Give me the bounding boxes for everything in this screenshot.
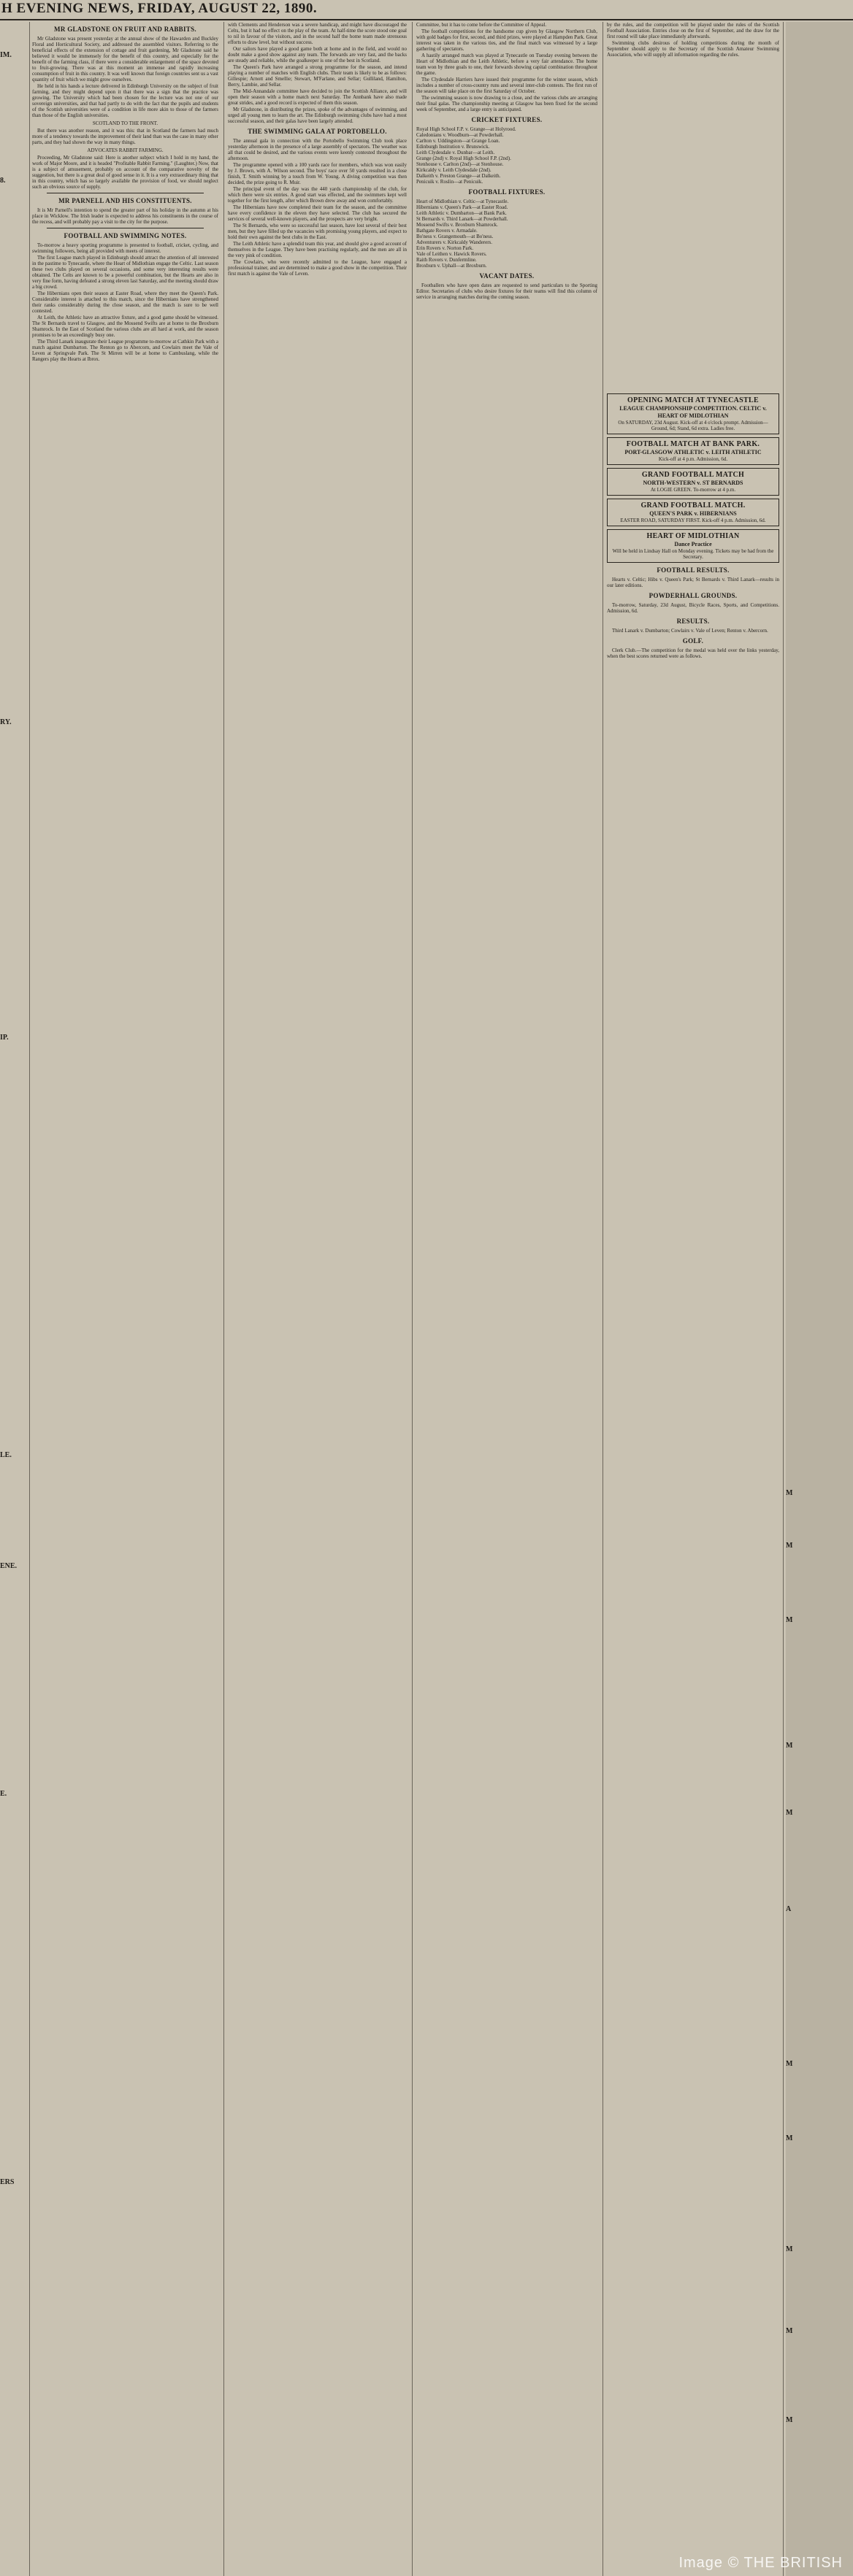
advertisement-easter-road <box>607 499 779 526</box>
ad-subline: Dance Practice <box>674 541 712 547</box>
fragment: M <box>786 1542 793 1550</box>
ad-headline: OPENING MATCH AT TYNECASTLE <box>627 396 759 404</box>
fragment: A <box>786 1905 792 1913</box>
paragraph: Clerk Club.—The competition for the medal was held over the links yesterday, when the best scores returned were as follows. <box>607 647 779 659</box>
fragment: M <box>786 2327 793 2335</box>
advertisement-logie-green <box>607 468 779 496</box>
paragraph: The Leith Athletic have a splendid team this year, and should give a good account of themselves in the League. They have been practising regularly, and the men are all in the very pink of condition. <box>228 241 407 258</box>
paragraph: To-morrow a heavy sporting programme is presented to football, cricket, cycling, and swimming followers, being all provided with meets of interest. <box>32 242 218 254</box>
fragment: ENE. <box>0 1562 18 1570</box>
subheading: SCOTLAND TO THE FRONT. <box>92 120 158 126</box>
section-heading: RESULTS. <box>676 618 710 625</box>
paragraph: A hastily arranged match was played at Tynecastle on Tuesday evening between the Heart of Midlothian and the Leith Athletic, before a very fair attendance. The home team won by three goals to one, their forwards showing capital combination throughout the game. <box>416 53 597 76</box>
paragraph: The Cowlairs, who were recently admitted to the League, have engaged a professional trainer, and are determined to make a good show in the competition. Their first match is against the Vale of Leven. <box>228 259 407 277</box>
paragraph: Mr Gladstone, in distributing the prizes, spoke of the advantages of swimming, and urged all young men to learn the art. The Edinburgh swimming clubs have had a most successful season, and their galas have been largely attended. <box>228 107 407 124</box>
list-item: Dalkeith v. Preston Grange—at Dalkeith. <box>416 173 501 179</box>
list-item: Adventurers v. Kirkcaldy Wanderers. <box>416 239 493 245</box>
ad-headline: HEART OF MIDLOTHIAN <box>646 532 740 540</box>
ad-headline: FOOTBALL MATCH AT BANK PARK. <box>626 440 760 448</box>
article-heading: THE SWIMMING GALA AT PORTOBELLO. <box>248 128 387 135</box>
ad-subline: PORT-GLASGOW ATHLETIC v. LEITH ATHLETIC <box>624 449 762 455</box>
section-heading-football: FOOTBALL FIXTURES. <box>468 188 546 196</box>
paragraph: The first League match played in Edinburgh should attract the attention of all interested in the pastime to Tynecastle, where the Heart of Midlothian engage the Celtic. Last season these two clubs played on several occasions, and some very interesting results were obtained. The Celts are known to be a powerful combination, but the Hearts are also in very fine form, having defeated a strong eleven last Saturday, and the meeting should draw a big crowd. <box>32 255 218 290</box>
fragment: LE. <box>0 1451 12 1459</box>
list-item: Bathgate Rovers v. Armadale. <box>416 228 478 234</box>
fragment: M <box>786 1616 793 1624</box>
column-divider <box>223 22 224 2576</box>
section-heading: POWDERHALL GROUNDS. <box>649 592 738 599</box>
paragraph: Swimming clubs desirous of holding competitions during the month of September should apply to the Secretary of the Scottish Amateur Swimming Association, who will supply all information regarding the rules. <box>607 40 779 58</box>
section-heading-cricket: CRICKET FIXTURES. <box>471 116 543 123</box>
fragment: IP. <box>0 1034 9 1042</box>
list-item: Leith Athletic v. Dumbarton—at Bank Park. <box>416 210 507 216</box>
paragraph: At Leith, the Athletic have an attractive fixture, and a good game should be witnessed. The St Bernards travel to Glasgow, and the Mossend Swifts are at home to the Broxburn Shamrock. In the East of Scotland the various clubs are all hard at work, and the season promises to be an exceedingly busy one. <box>32 315 218 338</box>
paragraph: Mr Gladstone was present yesterday at the annual show of the Hawarden and Buckley Floral and Horticultural Society, and addressed the assembled visitors. Referring to the beneficial effects of the extension of cottage and fruit gardening, Mr Gladstone said he believed it would be immensely for the benefit of this country, and especially for the benefit of the farming class, if there were a considerable enlargement of the space devoted to fruit-growing. There was at this moment an immense and rapidly increasing consumption of fruit in this country. It was well known that foreign countries sent us a vast quantity of fruit which we might grow ourselves. <box>32 36 218 82</box>
fragment: M <box>786 1809 793 1817</box>
paragraph: He held in his hands a lecture delivered in Edinburgh University on the subject of fruit farming, and they might depend upon it that there was a sign that the practice was growing. The University which had been chosen for the lecture was not one of our sovereign universities, and that had partly to do with the fact that the pupils and students of the Scottish universities were of a condition in life more akin to those of the farmers than those of the English universities. <box>32 83 218 118</box>
fragment: M <box>786 1742 793 1750</box>
fragment: IM. <box>0 51 12 59</box>
list-item: Mossend Swifts v. Broxburn Shamrock. <box>416 222 498 228</box>
list-item: Leith Clydesdale v. Dunbar—at Leith. <box>416 150 495 155</box>
list-item: Caledonians v. Woodburn—at Powderhall. <box>416 132 504 138</box>
ad-subline: LEAGUE CHAMPIONSHIP COMPETITION. CELTIC v. HEART OF MIDLOTHIAN <box>619 405 767 419</box>
section-heading: FOOTBALL RESULTS. <box>657 566 730 574</box>
list-item: Raith Rovers v. Dunfermline. <box>416 257 477 263</box>
paragraph: Proceeding, Mr Gladstone said: Here is another subject which I hold in my hand, the work of Major Moore, and it is headed "Profitable Rabbit Farming." (Laughter.) Now, that is a subject of amusement, probably on account of the comparative novelty of the suggestion, but there is a great deal of good sense in it. It is a very extraordinary thing that in this country, which has so largely available the provision of food, we should neglect such an obvious source of supply. <box>32 155 218 190</box>
section-heading: GOLF. <box>682 637 704 645</box>
ad-details: At LOGIE GREEN. To-morrow at 4 p.m. <box>650 487 736 493</box>
masthead <box>0 0 853 20</box>
paragraph: The Queen's Park have arranged a strong programme for the season, and intend playing a number of matches with English clubs. Their team is likely to be as follows: Gillespie; Arnott and Smellie; Stewart, M'Farlane, and Sellar; Gulliland, Hamilton, Berry, Lambie, and Sellar. <box>228 64 407 88</box>
paragraph: The Hibernians open their season at Easter Road, where they meet the Queen's Park. Considerable interest is attached to this match, since the Hibernians have strengthened their ranks considerably during the close season, and the match is sure to be well contested. <box>32 291 218 314</box>
list-item: Grange (2nd) v. Royal High School F.P. (2nd). <box>416 155 511 161</box>
article-heading: MR PARNELL AND HIS CONSTITUENTS. <box>58 197 192 204</box>
ad-details: Kick-off at 4 p.m. Admission, 6d. <box>658 456 728 462</box>
list-item: Hibernians v. Queen's Park—at Easter Road. <box>416 204 508 210</box>
paragraph: Footballers who have open dates are requested to send particulars to the Sporting Editor. Secretaries of clubs who desire fixtures for their teams will find this column of service in arranging matches during the coming season. <box>416 282 597 300</box>
paragraph: The annual gala in connection with the Portobello Swimming Club took place yesterday afternoon in the presence of a large assembly of spectators. The weather was all that could be desired, and the various events were keenly contested throughout the afternoon. <box>228 138 407 161</box>
paragraph: The St Bernards, who were so successful last season, have lost several of their best men, but they have filled up the vacancies with promising young players, and expect to hold their own against the best clubs in the East. <box>228 223 407 240</box>
fragment: M <box>786 1489 793 1497</box>
list-item: Carlton v. Uddingston—at Grange Loan. <box>416 138 500 144</box>
fragment: M <box>786 2060 793 2068</box>
masthead-title: H EVENING NEWS, FRIDAY, AUGUST 22, 1890. <box>1 1 318 16</box>
column-4 <box>416 22 597 2576</box>
paragraph: The programme opened with a 100 yards race for members, which was won easily by J. Brown, with A. Wilson second. The boys' race over 50 yards resulted in a close finish, T. Smith winning by a touch from W. Young. A diving competition was then decided, the prize going to R. Muir. <box>228 162 407 185</box>
list-item: Heart of Midlothian v. Celtic—at Tynecastle. <box>416 199 509 204</box>
paragraph: Committee, but it has to come before the Committee of Appeal. <box>416 22 547 28</box>
paragraph: The Hibernians have now completed their team for the season, and the committee have every confidence in the eleven they have selected. The club has secured the services of several well-known players, and the prospects are very bright. <box>228 204 407 222</box>
fragment: M <box>786 2245 793 2253</box>
column-divider <box>412 22 413 2576</box>
fragment: M <box>786 2416 793 2424</box>
list-item: Stenhouse v. Carlton (2nd)—at Stenhouse. <box>416 161 504 167</box>
fragment: RY. <box>0 718 12 726</box>
column-left-edge <box>0 22 30 2576</box>
fragment: E. <box>0 1790 7 1798</box>
fragment: ERS <box>0 2178 15 2186</box>
column-5 <box>607 22 779 2576</box>
list-item: Royal High School F.P. v. Grange—at Holyrood. <box>416 126 516 132</box>
section-heading-vacant: VACANT DATES. <box>479 272 535 280</box>
list-item: Broxburn v. Uphall—at Broxburn. <box>416 263 487 269</box>
list-item: Penicuik v. Roslin—at Penicuik. <box>416 179 483 185</box>
cricket-fixture-list <box>416 126 597 185</box>
ad-subline: NORTH-WESTERN v. ST BERNARDS <box>643 480 743 486</box>
column-3 <box>228 22 407 2576</box>
paragraph: It is Mr Parnell's intention to spend the greater part of his holiday in the autumn at his place in Wicklow. The Irish leader is expected to address his constituents in the course of the recess, and will probably pay a visit to the city for the purpose. <box>32 207 218 225</box>
paragraph: The football competitions for the handsome cup given by Glasgow Northern Club, with gold badges for first, second, and third prizes, were played at Hampden Park. Great interest was taken in the various ties, and the final match was witnessed by a large gathering of spectators. <box>416 28 597 52</box>
column-divider <box>783 22 784 2576</box>
copyright-watermark: Image © THE BRITISH <box>678 2555 843 2571</box>
paragraph: The principal event of the day was the 440 yards championship of the club, for which there were six entries. A good start was effected, and the swimmers kept well together for the first length, after which Brown drew away and won comfortably. <box>228 186 407 204</box>
paragraph: But there was another reason, and it was this: that in Scotland the farmers had much more of a tendency towards the improvement of their land than was the case in many other parts, and they had shown the way in many things. <box>32 128 218 145</box>
fragment: M <box>786 2134 793 2142</box>
paragraph: The Mid-Annandale committee have decided to join the Scottish Alliance, and will open their season with a home match next Saturday. The Annbank have also made great strides, and a good record is expected of them this season. <box>228 88 407 106</box>
fragment: 8. <box>0 177 6 185</box>
list-item: Erin Rovers v. Norton Park. <box>416 245 474 251</box>
ad-subline: QUEEN'S PARK v. HIBERNIANS <box>649 510 737 517</box>
football-fixture-list <box>416 199 597 269</box>
advertisement-dance-practice <box>607 529 779 563</box>
ad-details: Will be held in Lindsay Hall on Monday evening. Tickets may be had from the Secretary. <box>612 548 774 560</box>
ad-headline: GRAND FOOTBALL MATCH <box>641 471 745 479</box>
list-item: St Bernards v. Third Lanark—at Powderhall. <box>416 216 508 222</box>
paragraph: Our sailors have played a good game both at home and in the field, and would no doubt make a good show against any team. The forwards are very fast, and the backs are steady and reliable, while the goalkeeper is one of the best in Scotland. <box>228 46 407 64</box>
paragraph: The swimming season is now drawing to a close, and the various clubs are arranging their final galas. The championship meeting at Glasgow has been fixed for the second week of September, and a large entry is anticipated. <box>416 95 597 112</box>
advertisement-tynecastle <box>607 393 779 434</box>
paragraph: with Clements and Henderson was a severe handicap, and might have discouraged the Celts, but it had no effect on the play of the team. At half-time the score stood one goal to nil in favour of the visitors, and in the second half the home team made strenuous efforts to draw level, but without success. <box>228 22 407 45</box>
paragraph: To-morrow, Saturday, 23d August, Bicycle Races, Sports, and Competitions. Admission, 6d. <box>607 602 779 614</box>
list-item: Vale of Leithen v. Hawick Rovers. <box>416 251 487 257</box>
ad-details: EASTER ROAD, SATURDAY FIRST. Kick-off 4 p.m. Admission, 6d. <box>620 518 766 523</box>
list-item: Bo'ness v. Grangemouth—at Bo'ness. <box>416 234 494 239</box>
ad-headline: GRAND FOOTBALL MATCH. <box>640 501 746 510</box>
column-2 <box>32 22 218 2576</box>
paragraph: The Third Lanark inaugurate their League programme to-morrow at Cathkin Park with a match against Dumbarton. The Renton go to Abercorn, and Cowlairs meet the Vale of Leven at Springvale Park. The St Mirren will be at home to Cambuslang, while the Rangers play the Hearts at Ibrox. <box>32 339 218 362</box>
paragraph: Hearts v. Celtic; Hibs v. Queen's Park; St Bernards v. Third Lanark—results in our later editions. <box>607 577 779 588</box>
ad-details: On SATURDAY, 23d August. Kick-off at 4 o'clock prompt. Admission—Ground, 6d; Stand, 6d extra. Ladies free. <box>618 420 768 431</box>
list-item: Edinburgh Institution v. Brunswick. <box>416 144 490 150</box>
paragraph: Third Lanark v. Dumbarton; Cowlairs v. Vale of Leven; Renton v. Abercorn. <box>612 628 768 634</box>
paragraph: by the rules, and the competition will be played under the rules of the Scottish Football Association. Entries close on the first of September, and the draw for the first round will take place immediately afterwards. <box>607 22 779 39</box>
article-heading: MR GLADSTONE ON FRUIT AND RABBITS. <box>54 26 196 33</box>
article-heading: FOOTBALL AND SWIMMING NOTES. <box>64 232 187 239</box>
column-right-edge <box>786 22 853 2576</box>
subheading: ADVOCATES RABBIT FARMING. <box>87 147 164 153</box>
paragraph: The Clydesdale Harriers have issued their programme for the winter season, which includes a number of cross-country runs and several inter-club contests. The first run of the season will take place on the first Saturday of October. <box>416 77 597 94</box>
advertisement-bank-park <box>607 437 779 465</box>
list-item: Kirkcaldy v. Leith Clydesdale (2nd). <box>416 167 491 173</box>
